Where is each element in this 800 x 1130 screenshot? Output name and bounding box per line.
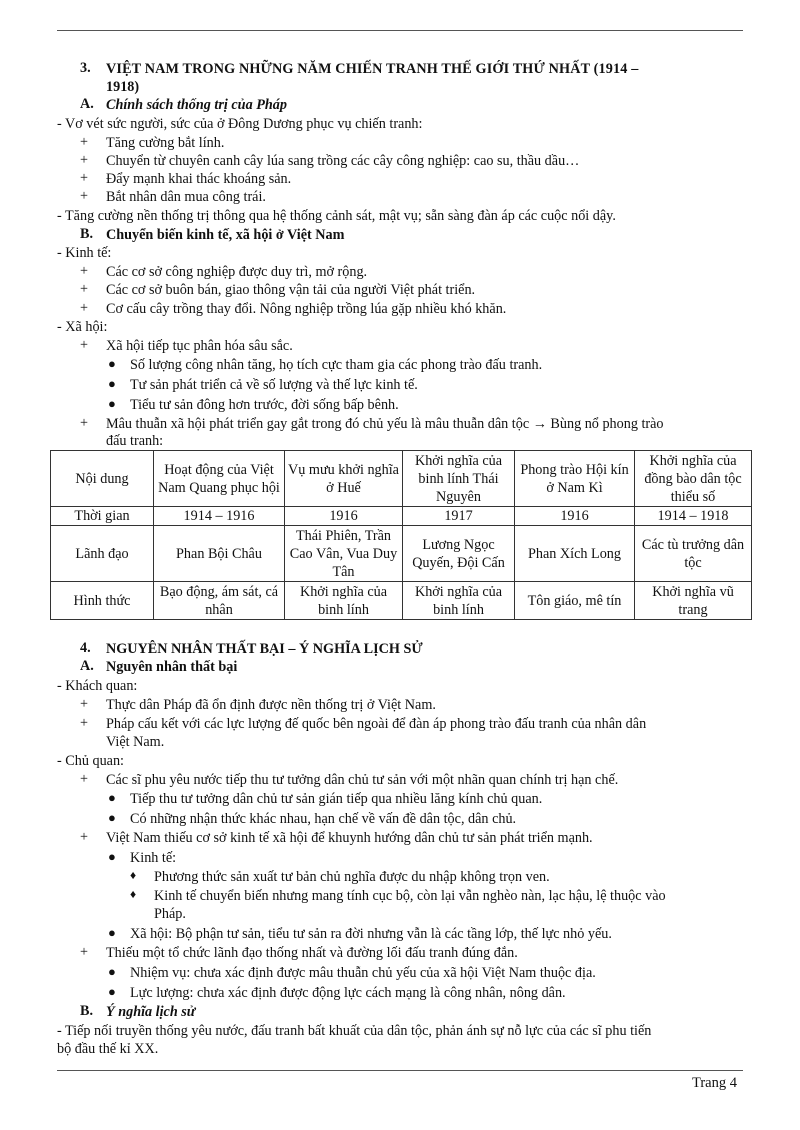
bullet-icon: ●	[108, 810, 116, 825]
page-number: Trang 4	[692, 1075, 737, 1091]
table-cell: Thời gian	[51, 507, 154, 526]
objective-item-cont: Việt Nam.	[106, 734, 165, 750]
subjective-item: Các sĩ phu yêu nước tiếp thu tư tưởng dân chủ tư sản với một nhãn quan chính trị hạn chế.	[106, 772, 619, 788]
table-cell: 1914 – 1918	[635, 507, 752, 526]
economy-detail-cont: Pháp.	[154, 906, 186, 922]
society-item: Mâu thuẫn xã hội phát triển gay gắt trong đó chủ yếu là mâu thuẫn dân tộc → Bùng nổ phong trào	[106, 416, 664, 432]
subjective-bullet: Tiếp thu tư tưởng dân chủ tư sản gián tiếp qua nhiều lăng kính chủ quan.	[130, 791, 543, 807]
bullet-icon: ●	[108, 396, 116, 411]
plus-icon: +	[80, 829, 89, 845]
table-cell: Phan Xích Long	[515, 526, 635, 582]
sub-4b-title: Ý nghĩa lịch sử	[106, 1004, 196, 1020]
table-header-cell: Nội dung	[51, 451, 154, 507]
plus-icon: +	[80, 696, 89, 712]
plus-icon: +	[80, 300, 89, 316]
sub-b-title: Chuyển biến kinh tế, xã hội ở Việt Nam	[106, 227, 345, 243]
policy-item: Đẩy mạnh khai thác khoáng sản.	[106, 171, 292, 187]
policy-outro: - Tăng cường nền thống trị thông qua hệ thống cảnh sát, mật vụ; sẵn sàng đàn áp các cuộc nổi dậy.	[57, 208, 616, 224]
table-header-cell: Vụ mưu khởi nghĩa ở Huế	[285, 451, 403, 507]
section-4-title: NGUYÊN NHÂN THẤT BẠI – Ý NGHĨA LỊCH SỬ	[106, 641, 423, 657]
table-header-cell: Hoạt động của Việt Nam Quang phục hội	[154, 451, 285, 507]
sub-a-letter: A.	[80, 96, 94, 112]
header-rule	[57, 30, 743, 31]
society-item: Xã hội tiếp tục phân hóa sâu sắc.	[106, 338, 293, 354]
plus-icon: +	[80, 188, 89, 204]
table-cell: 1916	[515, 507, 635, 526]
subjective-bullet: Nhiệm vụ: chưa xác định được mâu thuẫn chủ yếu của xã hội Việt Nam thuộc địa.	[130, 965, 596, 981]
economy-label: - Kinh tế:	[57, 245, 112, 261]
table-cell: Khởi nghĩa vũ trang	[635, 582, 752, 620]
policy-intro: - Vơ vét sức người, sức của ở Đông Dương phục vụ chiến tranh:	[57, 116, 423, 132]
uprisings-table	[50, 450, 752, 620]
table-header-cell: Phong trào Hội kín ở Nam Kì	[515, 451, 635, 507]
table-cell: 1916	[285, 507, 403, 526]
policy-item: Bắt nhân dân mua công trái.	[106, 189, 266, 205]
objective-item: Thực dân Pháp đã ổn định được nền thống trị ở Việt Nam.	[106, 697, 436, 713]
sub-a-title: Chính sách thống trị của Pháp	[106, 97, 287, 113]
economy-item: Các cơ sở buôn bán, giao thông vận tải của người Việt phát triển.	[106, 282, 476, 298]
table-row	[51, 526, 752, 582]
society-bullet: Số lượng công nhân tăng, họ tích cực tham gia các phong trào đấu tranh.	[130, 357, 543, 373]
subjective-label: - Chủ quan:	[57, 753, 124, 769]
plus-icon: +	[80, 263, 89, 279]
society-detail: Xã hội: Bộ phận tư sản, tiểu tư sản ra đời nhưng vẫn là các tầng lớp, thế lực nhỏ yếu.	[130, 926, 612, 942]
footer-rule	[57, 1070, 743, 1071]
bullet-icon: ●	[108, 925, 116, 940]
bullet-icon: ●	[108, 376, 116, 391]
table-header-cell: Khởi nghĩa của đồng bào dân tộc thiểu số	[635, 451, 752, 507]
section-3-title-cont: 1918)	[106, 79, 140, 95]
sub-4b-letter: B.	[80, 1003, 94, 1019]
bullet-icon: ●	[108, 790, 116, 805]
table-cell: 1914 – 1916	[154, 507, 285, 526]
policy-item: Chuyển từ chuyên canh cây lúa sang trồng các cây công nghiệp: cao su, thầu dầu…	[106, 153, 580, 169]
table-cell: Các tù trưởng dân tộc	[635, 526, 752, 582]
table-cell: Thái Phiên, Trần Cao Vân, Vua Duy Tân	[285, 526, 403, 582]
bullet-icon: ●	[108, 356, 116, 371]
economy-item: Cơ cấu cây trồng thay đổi. Nông nghiệp trồng lúa gặp nhiều khó khăn.	[106, 301, 507, 317]
table-cell: Bạo động, ám sát, cá nhân	[154, 582, 285, 620]
table-cell: Hình thức	[51, 582, 154, 620]
table-cell: Tôn giáo, mê tín	[515, 582, 635, 620]
sub-b-letter: B.	[80, 226, 94, 242]
plus-icon: +	[80, 134, 89, 150]
table-header-row	[51, 451, 752, 507]
plus-icon: +	[80, 715, 89, 731]
objective-label: - Khách quan:	[57, 678, 138, 694]
economy-detail: Phương thức sản xuất tư bản chủ nghĩa được du nhập không trọn ven.	[154, 869, 550, 885]
section-4-number: 4.	[80, 640, 91, 656]
table-cell: Lương Ngọc Quyến, Đội Cấn	[403, 526, 515, 582]
table-cell: Lãnh đạo	[51, 526, 154, 582]
bullet-icon: ●	[108, 984, 116, 999]
subjective-item: Việt Nam thiếu cơ sở kinh tế xã hội để khuynh hướng dân chủ tư sản phát triển mạnh.	[106, 830, 593, 846]
table-cell: Khởi nghĩa của binh lính	[403, 582, 515, 620]
section-3-number: 3.	[80, 60, 91, 76]
economy-sub-label: Kinh tế:	[130, 850, 177, 866]
table-cell: Phan Bội Châu	[154, 526, 285, 582]
table-cell: 1917	[403, 507, 515, 526]
diamond-icon: ♦	[130, 868, 137, 882]
society-bullet: Tư sản phát triển cả về số lượng và thế lực kinh tế.	[130, 377, 418, 393]
table-header-cell: Khởi nghĩa của binh lính Thái Nguyên	[403, 451, 515, 507]
economy-detail: Kinh tế chuyển biến nhưng mang tính cục bộ, còn lại vẫn nghèo nàn, lạc hậu, lệ thuộc vào	[154, 888, 666, 904]
significance-text-cont: bộ đầu thế kỉ XX.	[57, 1041, 159, 1057]
plus-icon: +	[80, 771, 89, 787]
society-label: - Xã hội:	[57, 319, 108, 335]
significance-text: - Tiếp nối truyền thống yêu nước, đấu tranh bất khuất của dân tộc, phản ánh sự nỗ lực của các sĩ phu tiến	[57, 1023, 652, 1039]
economy-item: Các cơ sở công nghiệp được duy trì, mở rộng.	[106, 264, 368, 280]
table-cell: Khởi nghĩa của binh lính	[285, 582, 403, 620]
plus-icon: +	[80, 170, 89, 186]
bullet-icon: ●	[108, 849, 116, 864]
plus-icon: +	[80, 415, 89, 431]
subjective-item: Thiếu một tổ chức lãnh đạo thống nhất và đường lối đấu tranh đúng đắn.	[106, 945, 518, 961]
section-3-title: VIỆT NAM TRONG NHỮNG NĂM CHIẾN TRANH THẾ GIỚI THỨ NHẤT (1914 –	[106, 61, 639, 77]
society-item-cont: đấu tranh:	[106, 433, 164, 449]
bullet-icon: ●	[108, 964, 116, 979]
plus-icon: +	[80, 944, 89, 960]
plus-icon: +	[80, 281, 89, 297]
subjective-bullet: Có những nhận thức khác nhau, hạn chế về vấn đề dân tộc, dân chủ.	[130, 811, 517, 827]
objective-item: Pháp cấu kết với các lực lượng đế quốc bên ngoài để đàn áp phong trào đấu tranh của nhân dân	[106, 716, 647, 732]
plus-icon: +	[80, 152, 89, 168]
sub-4a-letter: A.	[80, 658, 94, 674]
policy-item: Tăng cường bắt lính.	[106, 135, 225, 151]
subjective-bullet: Lực lượng: chưa xác định được động lực cách mạng là công nhân, nông dân.	[130, 985, 566, 1001]
society-bullet: Tiểu tư sản đông hơn trước, đời sống bấp bênh.	[130, 397, 399, 413]
sub-4a-title: Nguyên nhân thất bại	[106, 659, 238, 675]
plus-icon: +	[80, 337, 89, 353]
diamond-icon: ♦	[130, 887, 137, 901]
table-row	[51, 582, 752, 620]
table-row	[51, 507, 752, 526]
